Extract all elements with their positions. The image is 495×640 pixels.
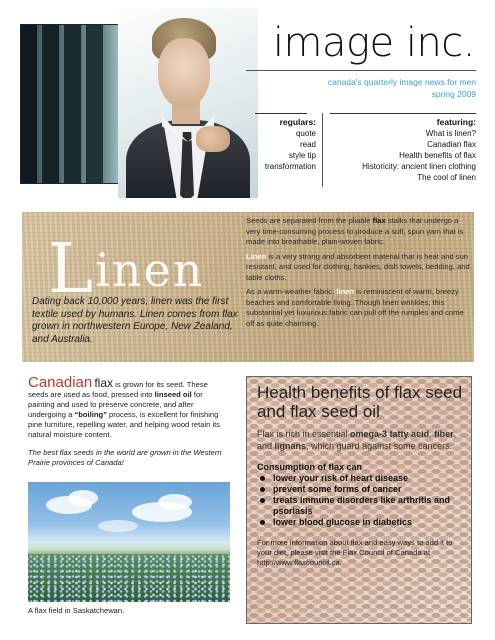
- canadian-flax-paragraph: Canadian flax is grown for its seed. These seeds are used as food, pressed into linseed oil for painting and used to preserve concrete, and after undergoing a “boiling” process, is excellent for finishing pine furniture, repelling water, and helping wood retain its natural moisture content.: [28, 374, 221, 439]
- magazine-title: image inc.: [272, 20, 475, 66]
- benefit-list: [257, 473, 463, 528]
- bullet-icon: [260, 476, 265, 481]
- toc-regulars-heading: regulars:: [279, 117, 316, 127]
- list-item: lower your risk of heart disease: [257, 473, 463, 484]
- magazine-tagline: canada's quarterly image news for men: [327, 77, 476, 87]
- toc-item[interactable]: Health benefits of flax: [399, 151, 476, 160]
- toc-item[interactable]: style tip: [288, 151, 316, 160]
- bullet-icon: [260, 520, 265, 525]
- featuring-rule: [330, 113, 476, 114]
- toc-item[interactable]: transformation: [264, 162, 316, 171]
- toc-item[interactable]: read: [299, 140, 316, 149]
- toc-item[interactable]: What is linen?: [425, 129, 476, 138]
- bullet-icon: [260, 498, 265, 503]
- list-item: prevent some forms of cancer: [257, 484, 463, 495]
- toc-item[interactable]: Historicity: ancient linen clothing: [362, 162, 476, 171]
- linen-highlight: Linen: [246, 251, 267, 261]
- cover-photo-stack: [20, 8, 258, 198]
- linen-highlight: linen: [336, 287, 355, 296]
- linen-word-rest: inen: [95, 243, 205, 297]
- list-item: treats immune disorders like arthritis and psoriasis: [257, 495, 463, 517]
- toc-item[interactable]: Canadian flax: [427, 140, 476, 149]
- flax-photo-caption: A flax field in Saskatchewan.: [28, 606, 125, 615]
- linen-highlight: flax: [372, 216, 386, 225]
- toc-item[interactable]: quote: [295, 129, 316, 138]
- health-intro: Flax is rich in essential omega-3 fatty acid, fiber, and lignans, which guard against some cancers.: [257, 429, 457, 451]
- linen-paragraph: Seeds are separated from the pliable flax stalks that undergo a very time-consuming process to produce a soft, spun yarn that is made into breathable, plain-woven fabric.: [246, 216, 464, 246]
- canadian-flax-note: The best flax seeds in the world are grown in the Western Prairie provinces of Canada!: [28, 448, 222, 467]
- masthead-divider: [246, 70, 476, 71]
- issue-date: spring 2009: [431, 89, 476, 99]
- flax-flowers: [28, 554, 230, 602]
- toc-featuring: [325, 117, 476, 183]
- canadian-flax-heading: Canadian: [28, 374, 93, 391]
- canadian-flax-heading-rest: flax: [94, 376, 114, 390]
- toc-regulars: [250, 117, 316, 172]
- toc-divider: [322, 113, 323, 187]
- health-benefits-title: Health benefits of flax seed and flax seed oil: [257, 383, 463, 421]
- flax-field-photo: [28, 482, 230, 602]
- health-benefits-box: [246, 376, 472, 624]
- linen-feature-band: [22, 212, 474, 362]
- consumption-heading: Consumption of flax can: [257, 462, 363, 472]
- regulars-rule: [255, 113, 307, 114]
- linen-body: [246, 216, 470, 333]
- toc-featuring-heading: featuring:: [436, 117, 476, 127]
- linen-caption: Dating back 10,000 years, linen was the first textile used by humans. Linen comes from flax grown in northwestern Europe, New Zealand, and Australia.: [32, 296, 238, 345]
- list-item: lower blood glucose in diabetics: [257, 517, 463, 528]
- bullet-icon: [260, 487, 265, 492]
- cover-photo-man: [118, 8, 258, 198]
- linen-initial: L: [48, 230, 96, 309]
- canadian-flax-article: [28, 374, 230, 468]
- linen-paragraph: Linen is a very strong and absorbent material that is heat and sun resistant, and used for clothing, hankies, dish towels, bedding, and table cloths.: [246, 251, 470, 282]
- linen-paragraph: As a warm-weather fabric, linen is reminiscent of warm, breezy beaches and comfortable living. Though linen wrinkles, this substantial yet luxurious fabric can pull off the rumples and come off as quite charming.: [246, 287, 464, 328]
- toc-item[interactable]: The cool of linen: [417, 173, 476, 182]
- health-footer: For more information about flax and easy ways to add it to your diet, please visit the Flax Council of Canada at http://www.flaxcouncil.ca.: [257, 538, 453, 567]
